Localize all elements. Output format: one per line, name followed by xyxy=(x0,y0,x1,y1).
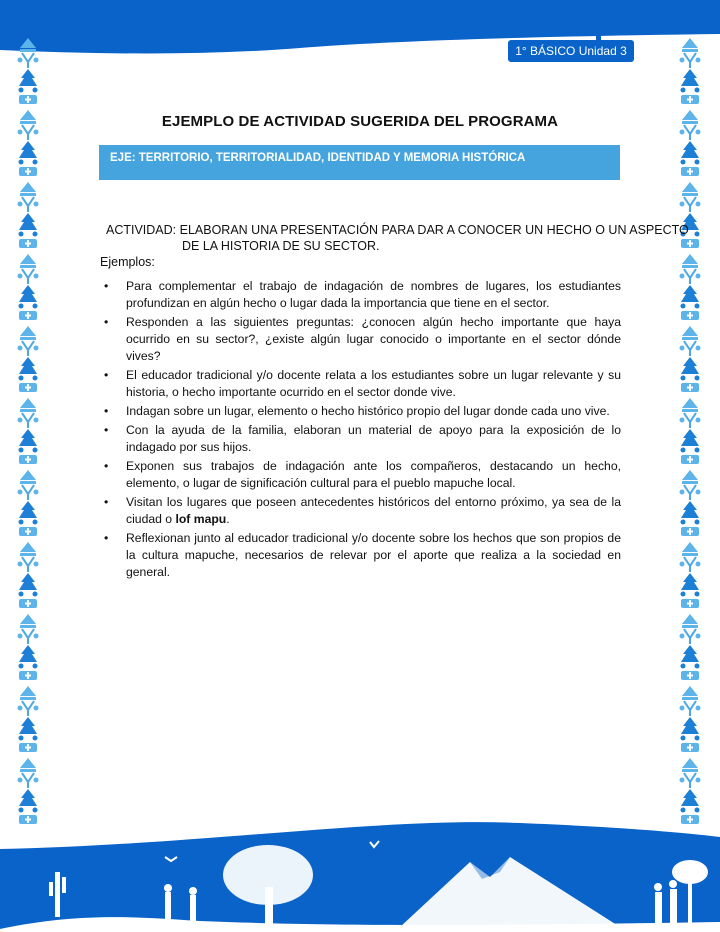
bullet-icon: • xyxy=(104,495,109,509)
bullet-icon: • xyxy=(104,423,109,437)
grade-unit-badge: 1° BÁSICO Unidad 3 xyxy=(508,40,634,62)
bullet-icon: • xyxy=(104,368,109,382)
list-item: • Indagan sobre un lugar, elemento o hecho histórico propio del lugar donde cada uno vive. xyxy=(104,404,610,418)
examples-list xyxy=(100,278,621,583)
list-item: • Con la ayuda de la familia, elaboran un material de apoyo para la exposición de lo indagado por sus hijos. xyxy=(104,423,621,454)
bullet-icon: • xyxy=(104,459,109,473)
bullet-icon: • xyxy=(104,531,109,545)
activity-line-1: ACTIVIDAD: ELABORAN UNA PRESENTACIÓN PARA DAR A CONOCER UN HECHO O UN ASPECTO xyxy=(106,223,689,237)
landscape-footer-illustration xyxy=(0,817,720,932)
list-item: • Exponen sus trabajos de indagación ante los compañeros, destacando un hecho, elemento, o lugar de significación cultural para el pueblo mapuche local. xyxy=(104,459,621,490)
list-item: • Responden a las siguientes preguntas: ¿conocen algún hecho importante que haya ocurrido en su sector?, ¿existe algún lugar conocido o importante en el sector dónde vives? xyxy=(104,315,621,363)
activity-heading xyxy=(106,222,689,254)
bullet-icon: • xyxy=(104,404,109,418)
page-title: EJEMPLO DE ACTIVIDAD SUGERIDA DEL PROGRAMA xyxy=(161,113,559,130)
list-item: • Visitan los lugares que poseen antecedentes históricos del entorno próximo, ya sea de la ciudad o lof mapu. xyxy=(104,495,621,526)
bullet-icon: • xyxy=(104,279,109,293)
mapuche-motif-border-right xyxy=(678,38,702,833)
list-item: • El educador tradicional y/o docente relata a los estudiantes sobre un lugar relevante y su historia, o hecho importante ocurrido en el sector donde vive. xyxy=(104,368,621,399)
list-item: • Reflexionan junto al educador tradicional y/o docente sobre los hechos que son propios de la cultura mapuche, necesarios de relevar por el aporte que realiza a la sociedad en general. xyxy=(104,531,621,579)
list-item: • Para complementar el trabajo de indagación de nombres de lugares, los estudiantes profundizan en algún hecho o lugar dada la importancia que tiene en el sector. xyxy=(104,279,621,310)
activity-line-2: DE LA HISTORIA DE SU SECTOR. xyxy=(182,239,380,253)
examples-label: Ejemplos: xyxy=(100,255,155,269)
eje-banner: EJE: TERRITORIO, TERRITORIALIDAD, IDENTIDAD Y MEMORIA HISTÓRICA xyxy=(99,145,620,180)
bullet-icon: • xyxy=(104,315,109,329)
mapuche-motif-border-left xyxy=(16,38,40,833)
lof-mapu-term: lof mapu xyxy=(175,512,227,526)
